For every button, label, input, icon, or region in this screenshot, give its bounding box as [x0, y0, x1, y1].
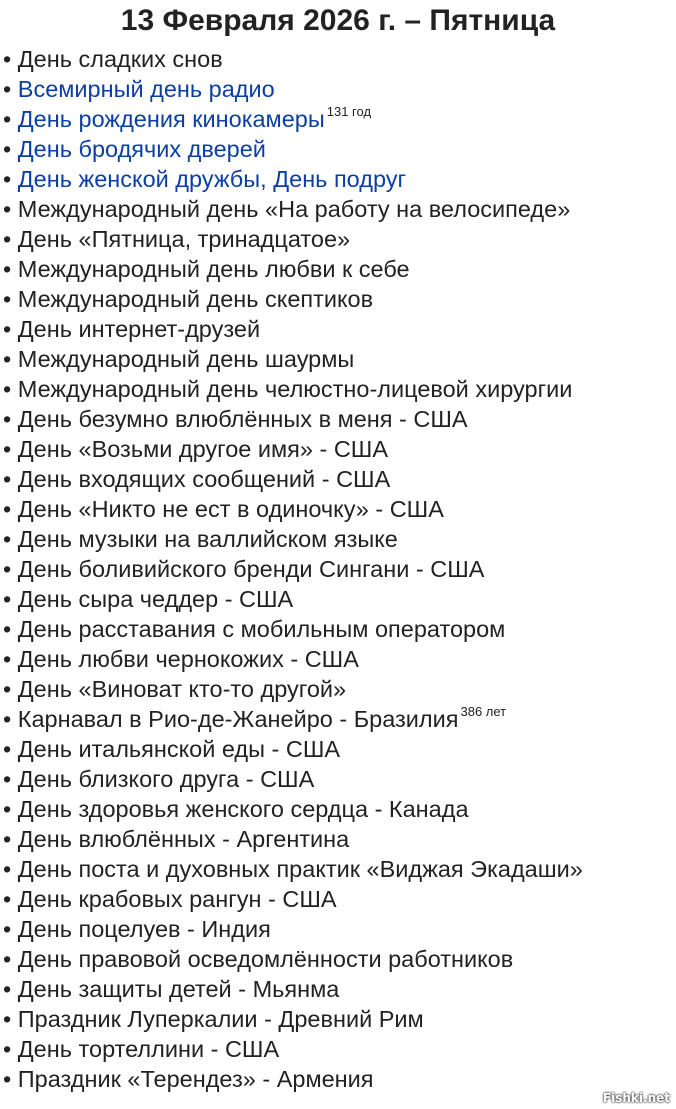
bullet-icon: • — [3, 1066, 12, 1092]
holiday-link[interactable]: День женской дружбы, День подруг — [17, 166, 407, 192]
holiday-text: День здоровья женского сердца - Канада — [17, 796, 469, 822]
bullet-icon: • — [3, 406, 12, 432]
holiday-text: Карнавал в Рио-де-Жанейро - Бразилия — [17, 706, 459, 732]
bullet-icon: • — [3, 976, 12, 1002]
bullet-icon: • — [3, 226, 12, 252]
bullet-icon: • — [3, 676, 12, 702]
list-item — [3, 764, 583, 794]
list-item — [3, 1034, 583, 1064]
list-item — [3, 194, 583, 224]
list-item — [3, 854, 583, 884]
list-item — [3, 224, 583, 254]
list-item — [3, 674, 583, 704]
bullet-icon: • — [3, 916, 12, 942]
list-item — [3, 584, 583, 614]
holiday-text: День влюблённых - Аргентина — [17, 826, 350, 852]
bullet-icon: • — [3, 466, 12, 492]
bullet-icon: • — [3, 736, 12, 762]
holiday-text: День безумно влюблённых в меня - США — [17, 406, 468, 432]
holiday-text: День поцелуев - Индия — [17, 916, 271, 942]
bullet-icon: • — [3, 616, 12, 642]
list-item — [3, 44, 583, 74]
bullet-icon: • — [3, 1006, 12, 1032]
holiday-text: День музыки на валлийском языке — [17, 526, 398, 552]
holiday-text: День любви чернокожих - США — [17, 646, 359, 672]
holiday-text: Праздник «Терендез» - Армения — [17, 1066, 374, 1092]
list-item — [3, 254, 583, 284]
list-item — [3, 794, 583, 824]
bullet-icon: • — [3, 196, 12, 222]
holiday-text: День «Возьми другое имя» - США — [17, 436, 389, 462]
list-item — [3, 494, 583, 524]
holiday-text: Международный день любви к себе — [17, 256, 410, 282]
holiday-list — [3, 44, 583, 1094]
bullet-icon: • — [3, 76, 12, 102]
holiday-text: День поста и духовных практик «Виджая Экадаши» — [17, 856, 583, 882]
list-item — [3, 404, 583, 434]
list-item[interactable] — [3, 104, 583, 134]
anniversary-note: 386 лет — [460, 704, 507, 719]
bullet-icon: • — [3, 646, 12, 672]
holiday-link[interactable]: Всемирный день радио — [17, 76, 275, 102]
list-item — [3, 1004, 583, 1034]
holiday-text: Международный день шаурмы — [17, 346, 355, 372]
list-item — [3, 284, 583, 314]
list-item — [3, 734, 583, 764]
list-item — [3, 614, 583, 644]
list-item — [3, 314, 583, 344]
holiday-text: Международный день «На работу на велосипеде» — [17, 196, 571, 222]
holiday-text: День близкого друга - США — [17, 766, 315, 792]
anniversary-note: 131 год — [326, 104, 372, 119]
watermark: Fishki.net — [602, 1091, 670, 1105]
bullet-icon: • — [3, 946, 12, 972]
bullet-icon: • — [3, 706, 12, 732]
bullet-icon: • — [3, 1036, 12, 1062]
bullet-icon: • — [3, 766, 12, 792]
holiday-text: Международный день челюстно-лицевой хирургии — [17, 376, 573, 402]
holiday-text: День «Никто не ест в одиночку» - США — [17, 496, 444, 522]
bullet-icon: • — [3, 136, 12, 162]
bullet-icon: • — [3, 316, 12, 342]
bullet-icon: • — [3, 376, 12, 402]
bullet-icon: • — [3, 856, 12, 882]
holiday-text: День «Пятница, тринадцатое» — [17, 226, 351, 252]
list-item — [3, 524, 583, 554]
holiday-link[interactable]: День рождения кинокамеры — [17, 106, 325, 132]
bullet-icon: • — [3, 586, 12, 612]
holiday-text: День защиты детей - Мьянма — [17, 976, 340, 1002]
list-item[interactable] — [3, 164, 583, 194]
list-item — [3, 974, 583, 1004]
list-item — [3, 554, 583, 584]
list-item — [3, 1064, 583, 1094]
bullet-icon: • — [3, 436, 12, 462]
holiday-text: День расставания с мобильным оператором — [17, 616, 506, 642]
bullet-icon: • — [3, 526, 12, 552]
holiday-text: Праздник Луперкалии - Древний Рим — [17, 1006, 424, 1032]
list-item[interactable] — [3, 134, 583, 164]
bullet-icon: • — [3, 256, 12, 282]
holiday-text: День входящих сообщений - США — [17, 466, 391, 492]
list-item — [3, 374, 583, 404]
bullet-icon: • — [3, 346, 12, 372]
list-item — [3, 344, 583, 374]
list-item — [3, 704, 583, 734]
holiday-text: Международный день скептиков — [17, 286, 374, 312]
list-item — [3, 944, 583, 974]
list-item — [3, 434, 583, 464]
bullet-icon: • — [3, 796, 12, 822]
bullet-icon: • — [3, 286, 12, 312]
page-title: 13 Февраля 2026 г. – Пятница — [120, 4, 556, 37]
list-item — [3, 644, 583, 674]
holiday-text: День крабовых рангун - США — [17, 886, 337, 912]
list-item — [3, 464, 583, 494]
bullet-icon: • — [3, 166, 12, 192]
holiday-text: День сыра чеддер - США — [17, 586, 294, 612]
bullet-icon: • — [3, 826, 12, 852]
holiday-text: День интернет-друзей — [17, 316, 261, 342]
list-item — [3, 824, 583, 854]
list-item — [3, 884, 583, 914]
bullet-icon: • — [3, 886, 12, 912]
bullet-icon: • — [3, 106, 12, 132]
list-item — [3, 914, 583, 944]
list-item[interactable] — [3, 74, 583, 104]
holiday-text: День сладких снов — [17, 46, 223, 72]
holiday-text: День итальянской еды - США — [17, 736, 341, 762]
bullet-icon: • — [3, 556, 12, 582]
holiday-link[interactable]: День бродячих дверей — [17, 136, 266, 162]
holiday-text: День «Виноват кто-то другой» — [17, 676, 347, 702]
holiday-text: День тортеллини - США — [17, 1036, 280, 1062]
holiday-text: День боливийского бренди Сингани - США — [17, 556, 485, 582]
holiday-text: День правовой осведомлённости работников — [17, 946, 514, 972]
bullet-icon: • — [3, 496, 12, 522]
bullet-icon: • — [3, 46, 12, 72]
